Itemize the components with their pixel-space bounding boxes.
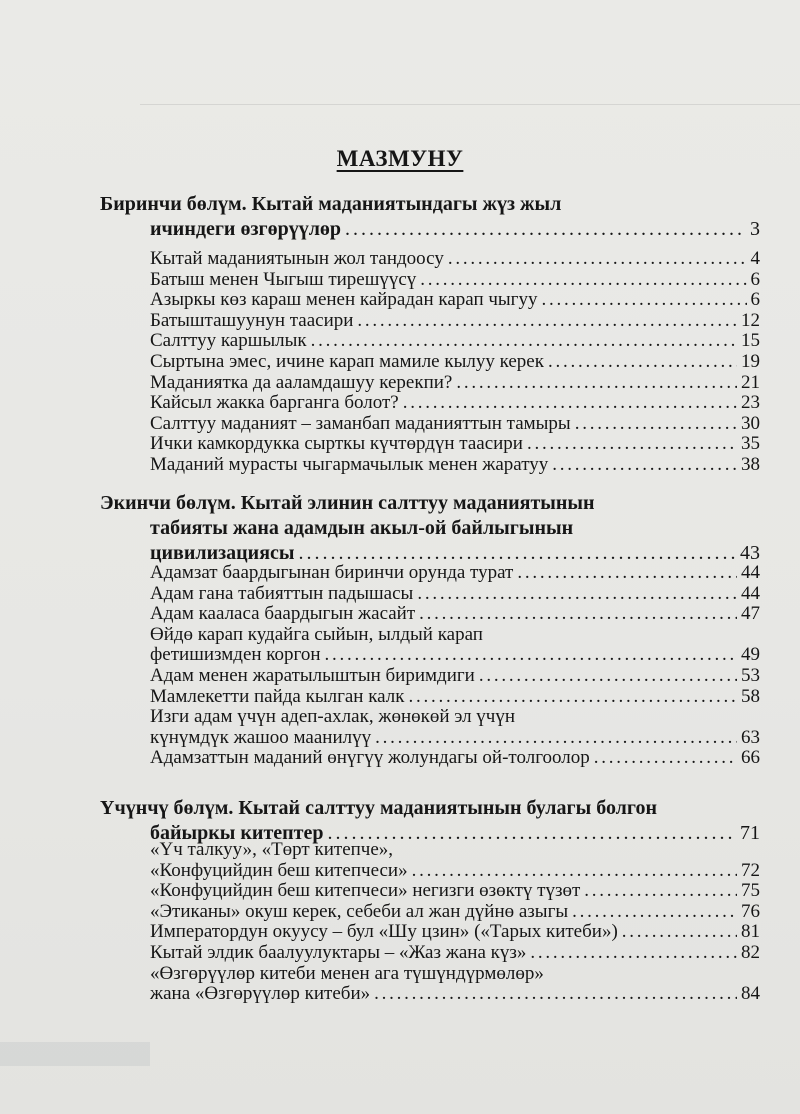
toc-entry-text: Батыш менен Чыгыш тирешүүсү — [150, 268, 417, 290]
toc-entry-line — [150, 249, 760, 270]
toc-entry — [150, 625, 760, 666]
toc-entry-text: Салттуу маданият – заманбап маданияттын тамыры — [150, 412, 571, 434]
leader-dots — [375, 728, 737, 749]
toc-entry-text-line1: «Өзгөрүүлөр китеби менен ага түшүндүрмөлөр» — [150, 962, 544, 984]
toc-entry-text: Кытай элдик баалуулуктары – «Жаз жана күз» — [150, 941, 527, 963]
toc-entry-text: жана «Өзгөрүүлөр китеби» — [150, 983, 371, 1005]
page-number: 47 — [741, 603, 760, 625]
section-2-heading — [100, 491, 760, 566]
toc-entry — [150, 352, 760, 373]
page-number: 35 — [741, 433, 760, 455]
toc-entry-line — [150, 604, 760, 625]
toc-entry-line — [150, 666, 760, 687]
toc-entry — [150, 902, 760, 923]
page-number: 3 — [750, 218, 760, 240]
toc-entry-text: Мамлекетти пайда кылган калк — [150, 685, 405, 707]
page-number: 6 — [750, 268, 760, 290]
toc-entry-line — [150, 311, 760, 332]
page-number: 19 — [741, 350, 760, 372]
toc-entry-line — [150, 270, 760, 291]
leader-dots — [541, 290, 746, 311]
toc-entry — [150, 331, 760, 352]
toc-entry-text: Императордун окуусу – бул «Шу цзин» («Тарых китеби») — [150, 921, 618, 943]
page-number: 72 — [741, 859, 760, 881]
toc-entry-text: Салттуу каршылык — [150, 330, 307, 352]
toc-entry-text: Маданий мурасты чыгармачылык менен жаратуу — [150, 453, 549, 475]
page-number: 84 — [741, 983, 760, 1005]
leader-dots — [311, 331, 737, 352]
toc-entry-line — [150, 984, 760, 1005]
leader-dots — [517, 563, 737, 584]
toc-entry-text: Адамзаттын маданий өнүгүү жолундагы ой-толгоолор — [150, 747, 590, 769]
toc-entry — [150, 563, 760, 584]
leader-dots — [420, 270, 746, 291]
toc-entry-text: «Этиканы» окуш керек, себеби ал жан дүйнө азыгы — [150, 900, 569, 922]
toc-entry — [150, 373, 760, 394]
toc-entry-text: Маданиятка да ааламдашуу керекпи? — [150, 371, 453, 393]
toc-entry-line — [150, 943, 760, 964]
toc-entry — [150, 748, 760, 769]
section-2-heading-line3: цивилизациясы . . . 43 — [100, 541, 760, 566]
leader-dots — [456, 373, 737, 394]
toc-entry-text: Батышташуунун таасири — [150, 309, 354, 331]
leader-dots — [594, 748, 737, 769]
toc-entry-text: Кайсыл жакка барганга болот? — [150, 392, 399, 414]
toc-entry-line — [150, 881, 760, 902]
section-2-heading-line1: Экинчи бөлүм. Кытай элинин салттуу маданиятынын — [100, 492, 595, 514]
page-number: 49 — [741, 644, 760, 666]
leader-dots — [530, 943, 737, 964]
leader-dots — [357, 311, 737, 332]
toc-entry-line — [150, 902, 760, 923]
toc-entry — [150, 666, 760, 687]
toc-entry-text-line1: «Үч талкуу», «Төрт китепче», — [150, 839, 394, 860]
toc-entry — [150, 943, 760, 964]
toc-entry — [150, 881, 760, 902]
toc-entry — [150, 584, 760, 605]
leader-dots — [584, 881, 737, 902]
section-1-entries — [150, 249, 760, 476]
section-3-entries — [150, 840, 760, 1005]
leader-dots — [374, 984, 737, 1005]
toc-entry-text: Сыртына эмес, ичине карап мамиле кылуу керек — [150, 350, 544, 372]
toc-entry-line — [150, 728, 760, 749]
leader-dots — [527, 434, 737, 455]
toc-entry-text-line1: Өйдө карап кудайга сыйын, ылдый карап — [150, 623, 483, 645]
leader-dots — [325, 645, 737, 666]
section-2-entries — [150, 563, 760, 769]
toc-entry — [150, 687, 760, 708]
page-number: 23 — [741, 392, 760, 414]
toc-entry — [150, 393, 760, 414]
page-number: 21 — [741, 371, 760, 393]
page-number: 6 — [750, 289, 760, 311]
toc-entry — [150, 922, 760, 943]
leader-dots — [419, 604, 737, 625]
page-number: 4 — [750, 248, 760, 269]
page-number: 30 — [741, 412, 760, 434]
page-number: 63 — [741, 726, 760, 748]
leader-dots — [479, 666, 737, 687]
toc-entry-text: Адам менен жаратылыштын биримдиги — [150, 664, 475, 686]
page-number: 75 — [741, 880, 760, 902]
leader-dots — [575, 414, 737, 435]
toc-entry-line — [150, 331, 760, 352]
toc-entry-line — [150, 373, 760, 394]
toc-entry — [150, 414, 760, 435]
toc-entry-line — [150, 434, 760, 455]
page-number: 76 — [741, 900, 760, 922]
page-number: 66 — [741, 747, 760, 769]
page-number: 44 — [741, 582, 760, 604]
toc-entry — [150, 707, 760, 748]
toc-entry-text: Кытай маданиятынын жол тандоосу — [150, 248, 444, 269]
toc-entry-line — [150, 290, 760, 311]
toc-entry-text: «Конфуцийдин беш китепчеси» — [150, 859, 408, 881]
section-3-heading-line1: Үчүнчү бөлүм. Кытай салттуу маданиятынын булагы болгон — [100, 797, 658, 819]
leader-dots — [408, 687, 737, 708]
toc-entry-text: «Конфуцийдин беш китепчеси» негизги өзөктү түзөт — [150, 880, 581, 902]
toc-entry-text: Азыркы көз караш менен кайрадан карап чыгуу — [150, 289, 538, 311]
page-number: 82 — [741, 941, 760, 963]
toc-entry — [150, 840, 760, 881]
toc-entry-line — [150, 455, 760, 476]
toc-entry-line — [150, 352, 760, 373]
toc-entry — [150, 290, 760, 311]
toc-entry-line — [150, 687, 760, 708]
toc-entry-line — [150, 563, 760, 584]
toc-entry-text: Адам гана табияттын падышасы — [150, 582, 414, 604]
toc-entry-text-line1: Изги адам үчүн адеп-ахлак, жөнөкөй эл үчүн — [150, 706, 516, 728]
toc-entry — [150, 249, 760, 270]
toc-entry-line — [150, 748, 760, 769]
toc-entry-text: фетишизмден коргон — [150, 644, 321, 666]
leader-dots — [622, 922, 737, 943]
toc-entry-line — [150, 414, 760, 435]
page-number: 43 — [740, 542, 760, 564]
leader-dots — [552, 455, 737, 476]
toc-entry-text: Адамзат баардыгынан биринчи орунда турат — [150, 562, 514, 583]
toc-entry-text: Ички камкордукка сырткы күчтөрдүн таасири — [150, 433, 523, 455]
page-number: 15 — [741, 330, 760, 352]
leader-dots — [548, 352, 737, 373]
section-2-heading-line2: табияты жана адамдын акыл-ой байлыгынын — [150, 517, 574, 539]
toc-entry — [150, 434, 760, 455]
bleed-through-rule — [140, 104, 800, 105]
toc-entry — [150, 964, 760, 1005]
section-3-heading-line2: байыркы китептер . . . 71 — [100, 821, 760, 846]
toc-entry — [150, 455, 760, 476]
page-number: 58 — [741, 685, 760, 707]
toc-entry — [150, 604, 760, 625]
toc-entry-line — [150, 922, 760, 943]
toc-entry — [150, 311, 760, 332]
toc-entry-line — [150, 584, 760, 605]
scan-shadow — [0, 1042, 150, 1066]
page-number: 71 — [740, 822, 760, 844]
leader-dots — [417, 584, 737, 605]
leader-dots — [403, 393, 737, 414]
toc-entry-line — [150, 861, 760, 882]
toc-entry-line — [150, 645, 760, 666]
leader-dots — [448, 249, 747, 270]
leader-dots — [572, 902, 737, 923]
page-number: 81 — [741, 921, 760, 943]
page-title: МАЗМУНУ — [336, 146, 464, 171]
page-number: 12 — [741, 309, 760, 331]
page-number: 44 — [741, 562, 760, 583]
section-1-heading — [100, 192, 760, 242]
page-number: 38 — [741, 453, 760, 475]
toc-entry-text: Адам кааласа баардыгын жасайт — [150, 603, 416, 625]
page-number: 53 — [741, 664, 760, 686]
toc-entry — [150, 270, 760, 291]
section-1-heading-line1: Биринчи бөлүм. Кытай маданиятындагы жүз жыл — [100, 193, 562, 215]
toc-entry-text: күнүмдүк жашоо маанилүү — [150, 726, 372, 748]
toc-entry-line — [150, 393, 760, 414]
leader-dots — [412, 861, 737, 882]
section-1-heading-line2: ичиндеги өзгөрүүлөр . . . 3 — [100, 217, 760, 242]
leader-dots — [345, 217, 746, 242]
